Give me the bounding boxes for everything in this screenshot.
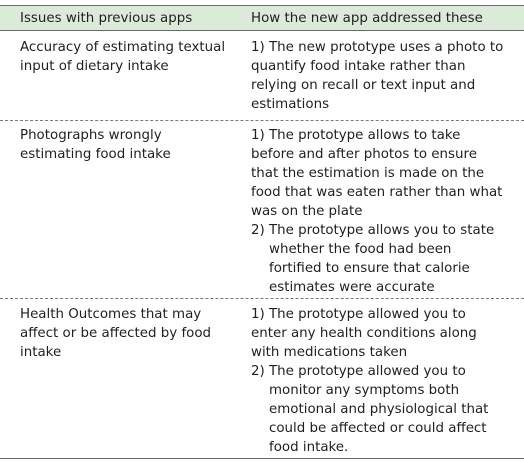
- header-issues: Issues with previous apps: [20, 11, 193, 26]
- solution-line: relying on recall or text input and: [251, 78, 476, 93]
- issue-line: input of dietary intake: [20, 59, 169, 74]
- table-header: [0, 5, 524, 31]
- issue-line: Photographs wrongly: [20, 128, 162, 143]
- header-solutions: How the new app addressed these: [251, 11, 483, 26]
- solution-line: fortified to ensure that calorie: [269, 261, 470, 276]
- issue-cell: [20, 38, 235, 76]
- solution-cell: [251, 305, 516, 457]
- solution-line: emotional and physiological that: [269, 402, 489, 417]
- solution-line: with medications taken: [251, 345, 408, 360]
- issue-cell: [20, 126, 235, 164]
- solution-line: monitor any symptoms both: [269, 383, 460, 398]
- solution-line: 1) The new prototype uses a photo to: [251, 40, 504, 55]
- table-bottom-rule: [0, 458, 524, 459]
- row-separator: [0, 298, 524, 299]
- solution-line: was on the plate: [251, 204, 363, 219]
- issue-line: affect or be affected by food: [20, 326, 212, 341]
- issue-line: estimating food intake: [20, 147, 171, 162]
- row-separator: [0, 120, 524, 121]
- solution-line: before and after photos to ensure: [251, 147, 477, 162]
- solution-line: that the estimation is made on the: [251, 166, 485, 181]
- solution-line: 2) The prototype allowed you to: [251, 364, 466, 379]
- issue-cell: [20, 305, 235, 362]
- issue-line: Accuracy of estimating textual: [20, 40, 226, 55]
- solution-line: 1) The prototype allows to take: [251, 128, 461, 143]
- solution-line: whether the food had been: [269, 242, 452, 257]
- solution-line: quantify food intake rather than: [251, 59, 466, 74]
- issue-line: intake: [20, 345, 62, 360]
- solution-line: food intake.: [269, 440, 349, 455]
- solution-line: estimations: [251, 97, 330, 112]
- solution-cell: [251, 38, 516, 114]
- solution-line: 1) The prototype allowed you to: [251, 307, 466, 322]
- solution-cell: [251, 126, 516, 297]
- solution-line: food that was eaten rather than what: [251, 185, 503, 200]
- solution-line: enter any health conditions along: [251, 326, 477, 341]
- issue-line: Health Outcomes that may: [20, 307, 202, 322]
- solution-line: estimates were accurate: [269, 280, 435, 295]
- solution-line: could be affected or could affect: [269, 421, 487, 436]
- solution-line: 2) The prototype allows you to state: [251, 223, 495, 238]
